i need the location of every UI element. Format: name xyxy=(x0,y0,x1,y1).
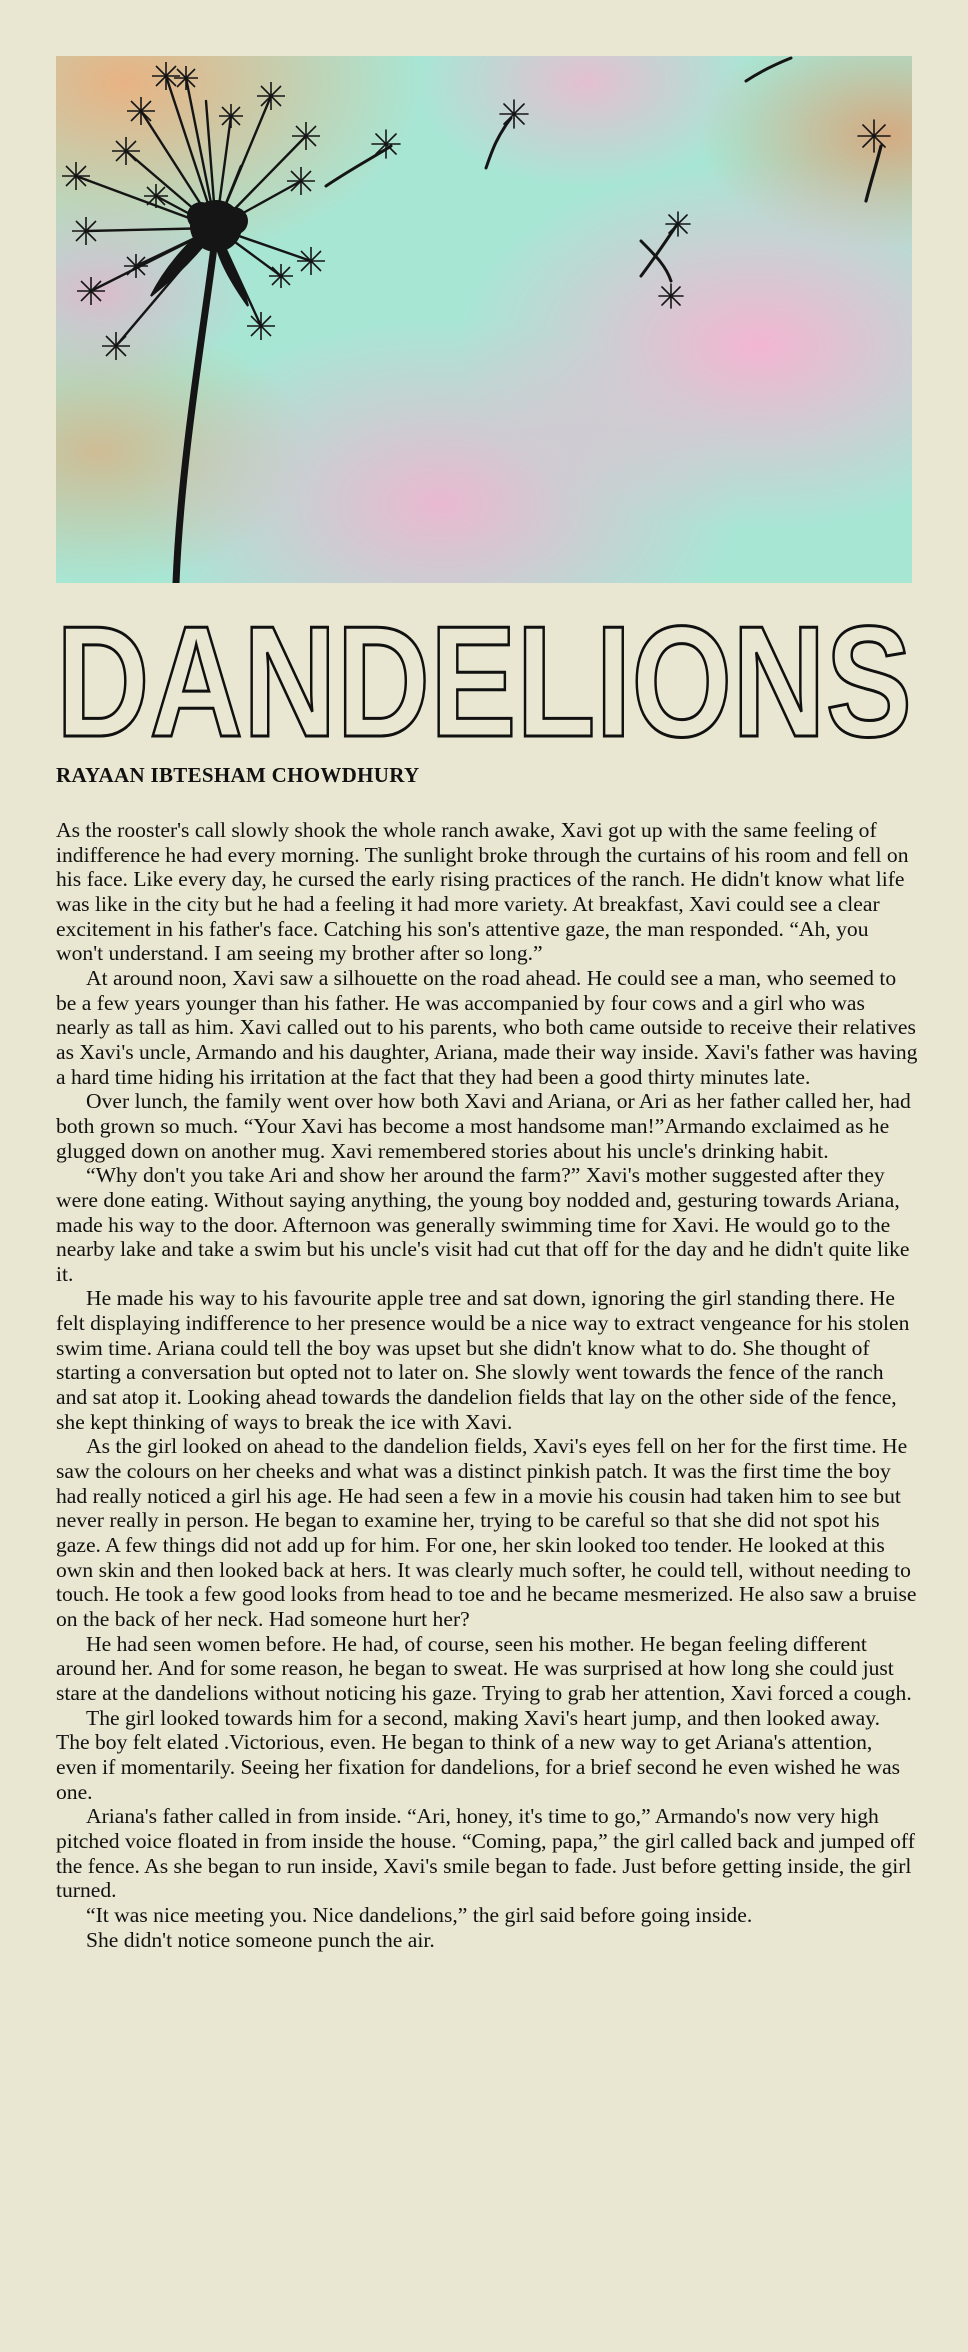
paragraph: As the girl looked on ahead to the dandelion fields, Xavi's eyes fell on her for the first time. He saw the colours on her cheeks and what was a distinct pinkish patch. It was the first time the boy had really noticed a girl his age. He had seen a few in a movie his cousin had taken him to see but never really in person. He began to examine her, trying to be careful so that she did not spot his gaze. A few things did not add up for him. For one, her skin looked too tender. He looked at this own skin and then looked back at hers. It was clearly much softer, he could tell, without needing to touch. He took a few good looks from head to toe and he became mesmerized. He also saw a bruise on the back of her neck. Had someone hurt her? xyxy=(56,1434,917,1631)
author-byline: RAYAAN IBTESHAM CHOWDHURY xyxy=(56,763,420,787)
paragraph: “It was nice meeting you. Nice dandelions,” the girl said before going inside. xyxy=(86,1902,753,1927)
story-body xyxy=(56,818,918,1952)
paragraph: The girl looked towards him for a second, making Xavi's heart jump, and then looked away. The boy felt elated .Victorious, even. He began to think of a new way to get Ariana's attention, even if momentarily. Seeing her fixation for dandelions, for a brief second he even wished he was one. xyxy=(56,1705,901,1804)
hero-image xyxy=(56,56,912,583)
paragraph: She didn't notice someone punch the air. xyxy=(86,1927,435,1952)
paragraph: He had seen women before. He had, of course, seen his mother. He began feeling different around her. And for some reason, he began to sweat. He was surprised at how long she could just stare at the dandelions without noticing his gaze. Trying to grab her attention, Xavi forced a cough. xyxy=(56,1631,912,1705)
paragraph: Over lunch, the family went over how both Xavi and Ariana, or Ari as her father called her, had both grown so much. “Your Xavi has become a most handsome man!”Armando exclaimed as he glugged down on another mug. Xavi remembered stories about his uncle's drinking habit. xyxy=(56,1089,911,1163)
article-title xyxy=(56,596,916,746)
dandelion-illustration xyxy=(56,56,912,583)
paragraph: “Why don't you take Ari and show her around the farm?” Xavi's mother suggested after they were done eating. Without saying anything, the young boy nodded and, gesturing towards Ariana, made his way to the door. Afternoon was generally swimming time for Xavi. He would go to the nearby lake and take a swim but his uncle's visit had cut that off for the day and he didn't quite like it. xyxy=(56,1163,910,1286)
paragraph: At around noon, Xavi saw a silhouette on the road ahead. He could see a man, who seemed to be a few years younger than his father. He was accompanied by four cows and a girl who was nearly as tall as him. Xavi called out to his parents, who both came outside to receive their relatives as Xavi's uncle, Armando and his daughter, Ariana, made their way inside. Xavi's father was having a hard time hiding his irritation at the fact that they had been a good thirty minutes late. xyxy=(56,965,918,1089)
paragraph: Ariana's father called in from inside. “Ari, honey, it's time to go,” Armando's now very high pitched voice floated in from inside the house. “Coming, papa,” the girl called back and jumped off the fence. As she began to run inside, Xavi's smile began to fade. Just before getting inside, the girl turned. xyxy=(56,1804,915,1903)
title-text: DANDELIONS xyxy=(56,596,912,746)
paragraph: He made his way to his favourite apple tree and sat down, ignoring the girl standing there. He felt displaying indifference to her presence would be a nice way to extract vengeance for his stolen swim time. Ariana could tell the boy was upset but she didn't know what to do. She thought of starting a conversation but opted not to later on. She slowly went towards the fence of the ranch and sat atop it. Looking ahead towards the dandelion fields that lay on the other side of the fence, she kept thinking of ways to break the ice with Xavi. xyxy=(56,1286,910,1434)
paragraph: As the rooster's call slowly shook the whole ranch awake, Xavi got up with the same feeling of indifference he had every morning. The sunlight broke through the curtains of his room and fell on his face. Like every day, he cursed the early rising practices of the ranch. He didn't know what life was like in the city but he had a feeling it had more variety. At breakfast, Xavi could see a clear excitement in his father's face. Catching his son's attentive gaze, the man responded. “Ah, you won't understand. I am seeing my brother after so long.” xyxy=(56,818,909,966)
